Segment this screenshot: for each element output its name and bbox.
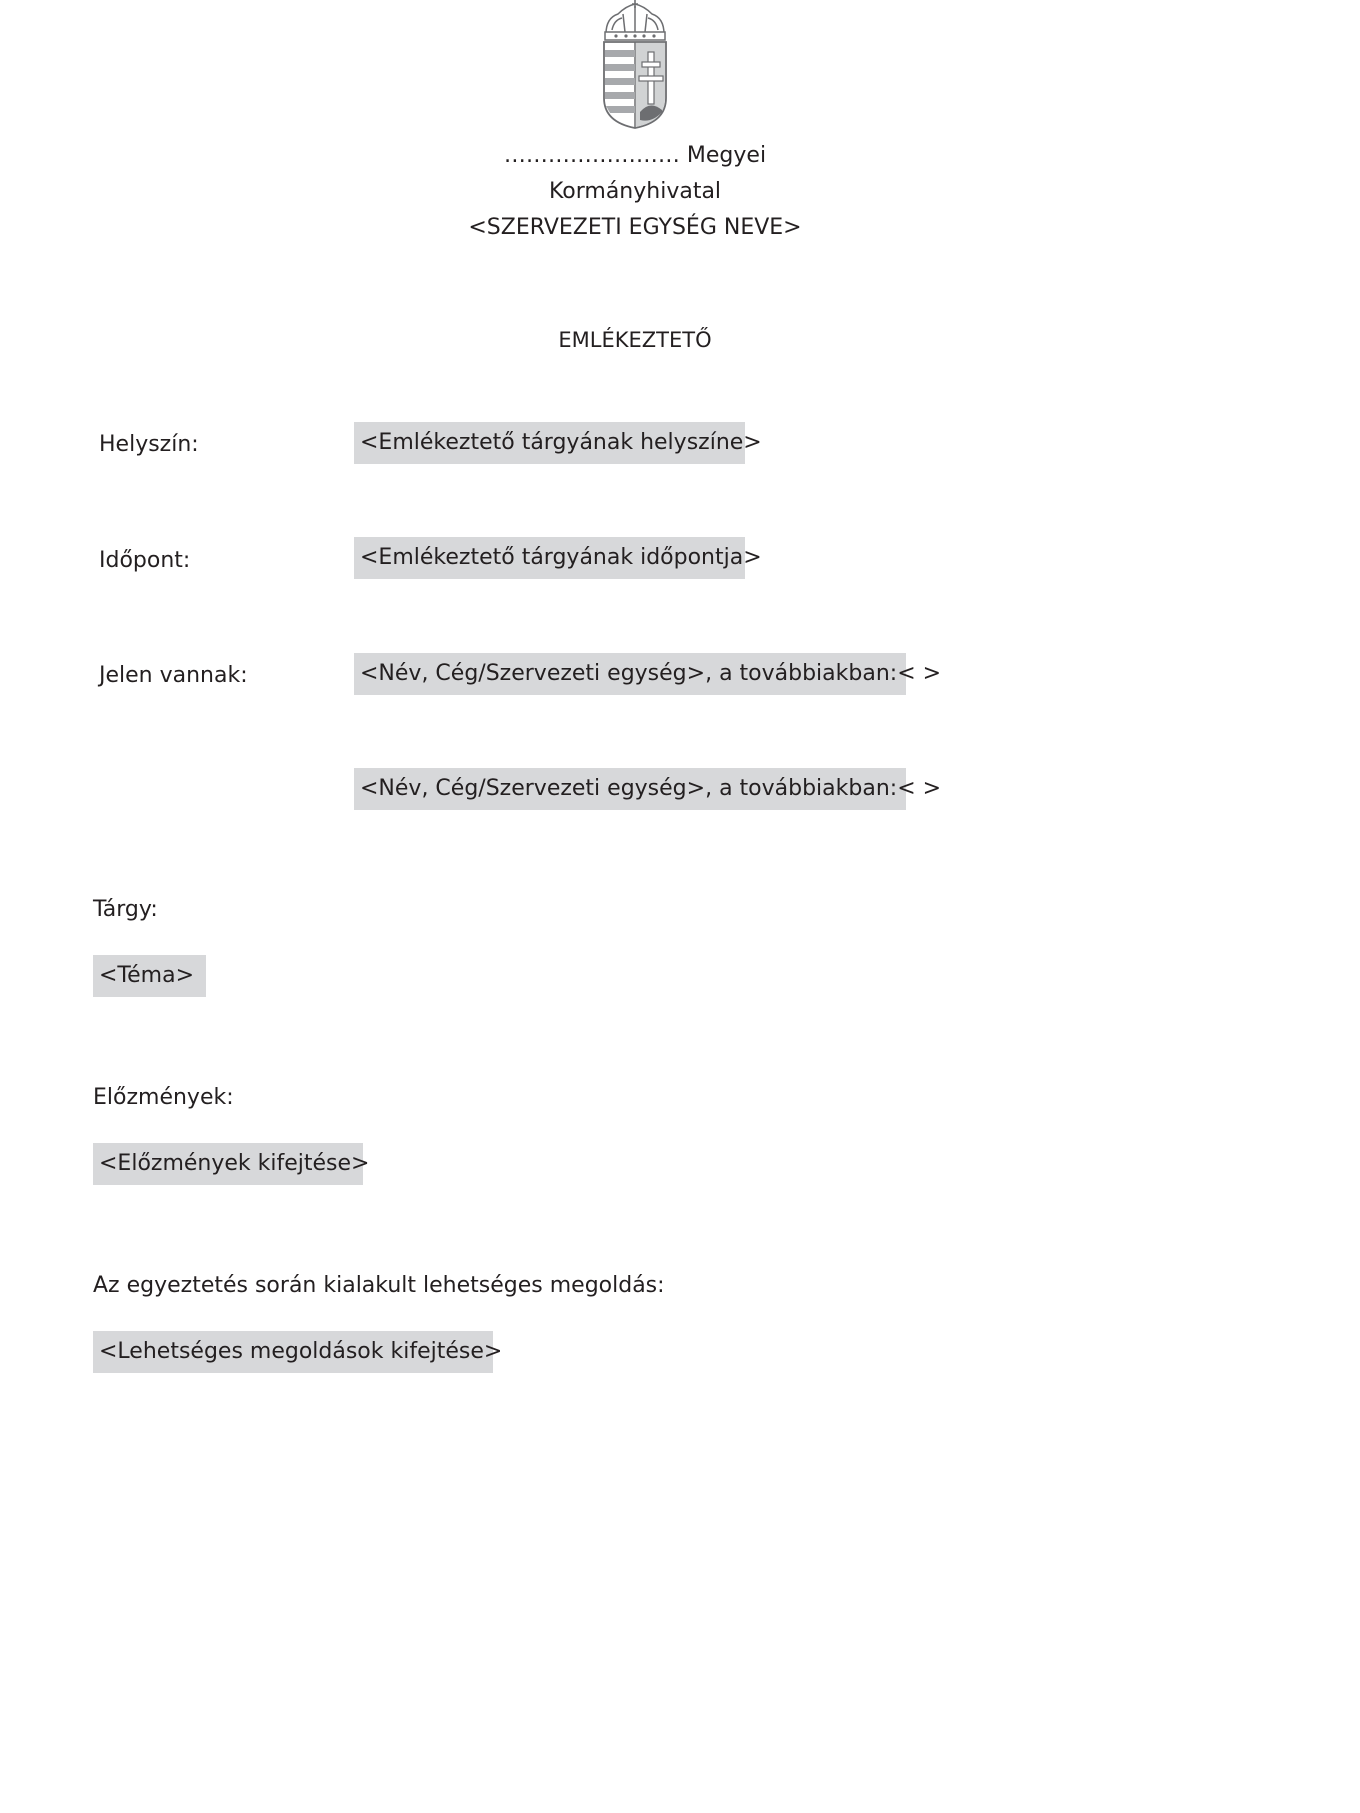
document-title: EMLÉKEZTETŐ (558, 328, 712, 352)
subject-label: Tárgy: (93, 897, 158, 922)
time-field[interactable]: <Emlékeztető tárgyának időpontja> (354, 537, 745, 579)
coat-of-arms-icon (592, 0, 678, 130)
org-unit-name-line: <SZERVEZETI EGYSÉG NEVE> (468, 215, 802, 240)
solution-label: Az egyeztetés során kialakult lehetséges megoldás: (93, 1273, 665, 1298)
solution-field[interactable]: <Lehetséges megoldások kifejtése> (93, 1331, 493, 1373)
office-county-line: …………………… Megyei (503, 143, 767, 168)
subject-field[interactable]: <Téma> (93, 955, 206, 997)
location-field[interactable]: <Emlékeztető tárgyának helyszíne> (354, 422, 745, 464)
time-label: Időpont: (99, 548, 191, 573)
office-name-line: Kormányhivatal (548, 179, 722, 204)
location-label: Helyszín: (99, 432, 199, 457)
background-label: Előzmények: (93, 1085, 234, 1110)
present-field-1[interactable]: <Név, Cég/Szervezeti egység>, a továbbiakban:< > (354, 653, 906, 695)
present-label: Jelen vannak: (99, 663, 248, 688)
present-field-2[interactable]: <Név, Cég/Szervezeti egység>, a továbbiakban:< > (354, 768, 906, 810)
background-field[interactable]: <Előzmények kifejtése> (93, 1143, 363, 1185)
